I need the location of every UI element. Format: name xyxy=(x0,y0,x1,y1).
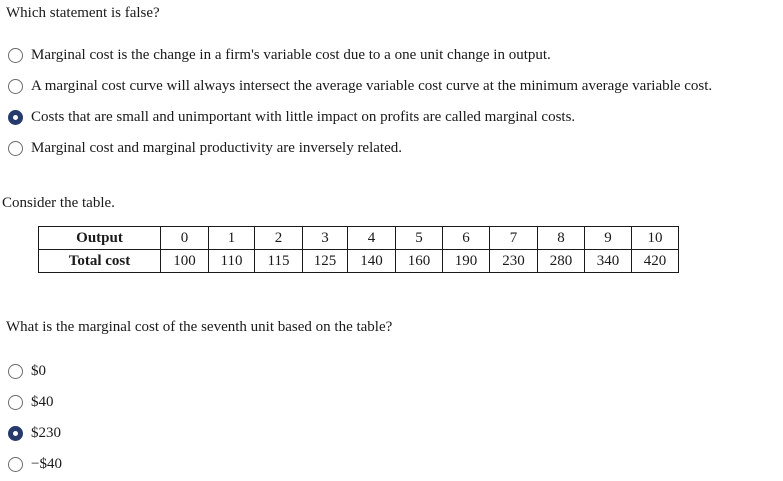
q1-option-1[interactable] xyxy=(8,45,551,65)
radio-button-selected[interactable] xyxy=(8,110,23,125)
question-1-prompt: Which statement is false? xyxy=(6,5,160,21)
table-row-total-cost xyxy=(39,250,679,273)
option-label: Costs that are small and unimportant with little impact on profits are called marginal costs. xyxy=(31,108,576,125)
q1-option-2[interactable] xyxy=(8,76,712,96)
table-cell: 160 xyxy=(396,250,443,273)
table-cell: 280 xyxy=(538,250,585,273)
option-label: Marginal cost and marginal productivity are inversely related. xyxy=(31,139,402,156)
table-cell: 420 xyxy=(632,250,679,273)
table-intro: Consider the table. xyxy=(2,195,115,211)
option-label: $40 xyxy=(31,393,54,410)
table-cell: 9 xyxy=(585,227,632,250)
radio-button[interactable] xyxy=(8,395,23,410)
q2-option-4[interactable] xyxy=(8,454,62,474)
row-header: Output xyxy=(39,227,161,250)
table-cell: 8 xyxy=(538,227,585,250)
cost-table xyxy=(38,226,679,273)
table-cell: 10 xyxy=(632,227,679,250)
radio-button[interactable] xyxy=(8,457,23,472)
table-cell: 230 xyxy=(490,250,538,273)
option-label: A marginal cost curve will always intersect the average variable cost curve at the minimum average variable cost. xyxy=(31,77,713,94)
table-cell: 7 xyxy=(490,227,538,250)
q2-option-2[interactable] xyxy=(8,392,54,412)
option-label: $0 xyxy=(31,362,46,379)
radio-button[interactable] xyxy=(8,79,23,94)
table-row-output xyxy=(39,227,679,250)
option-label: −$40 xyxy=(31,455,62,472)
table-cell: 125 xyxy=(303,250,348,273)
table-cell: 4 xyxy=(348,227,396,250)
option-label: $230 xyxy=(31,424,61,441)
table-cell: 110 xyxy=(209,250,255,273)
q1-option-3[interactable] xyxy=(8,107,575,127)
q2-option-1[interactable] xyxy=(8,361,46,381)
table-cell: 6 xyxy=(443,227,490,250)
table-cell: 1 xyxy=(209,227,255,250)
table-cell: 2 xyxy=(255,227,303,250)
table-cell: 3 xyxy=(303,227,348,250)
table-cell: 0 xyxy=(161,227,209,250)
table-cell: 5 xyxy=(396,227,443,250)
option-label: Marginal cost is the change in a firm's variable cost due to a one unit change in output. xyxy=(31,46,551,63)
table-cell: 340 xyxy=(585,250,632,273)
row-header: Total cost xyxy=(39,250,161,273)
question-2-prompt: What is the marginal cost of the seventh unit based on the table? xyxy=(6,319,393,335)
table-cell: 140 xyxy=(348,250,396,273)
radio-button[interactable] xyxy=(8,141,23,156)
table-cell: 115 xyxy=(255,250,303,273)
table-cell: 100 xyxy=(161,250,209,273)
q2-option-3[interactable] xyxy=(8,423,61,443)
radio-button-selected[interactable] xyxy=(8,426,23,441)
radio-button[interactable] xyxy=(8,48,23,63)
radio-button[interactable] xyxy=(8,364,23,379)
table-cell: 190 xyxy=(443,250,490,273)
q1-option-4[interactable] xyxy=(8,138,402,158)
